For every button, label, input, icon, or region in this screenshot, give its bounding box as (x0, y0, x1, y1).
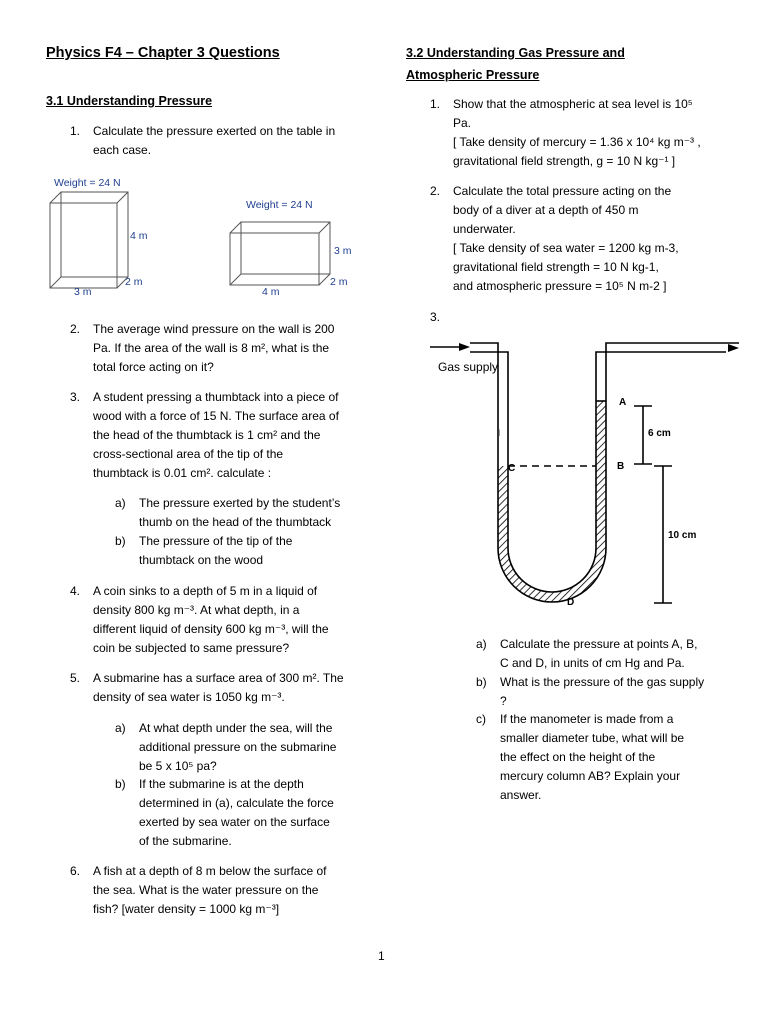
sub-label: a) (115, 721, 126, 735)
box-a-weight: Weight = 24 N (54, 177, 121, 189)
sub-label: c) (476, 712, 486, 726)
question-1-2: 2. The average wind pressure on the wall is 200 Pa. If the area of the wall is 8 m², what is the total force acting on it? (70, 322, 335, 374)
question-number: 3. (70, 390, 81, 404)
box-b-depth: 2 m (330, 276, 348, 288)
sub-label: a) (476, 637, 487, 651)
gas-supply-label: Gas supply (438, 360, 499, 374)
section-3-1-title: 3.1 Understanding Pressure (46, 94, 213, 108)
point-d-label: D (567, 597, 575, 608)
box-b-height: 3 m (334, 245, 352, 257)
sub-label: b) (115, 534, 126, 548)
question-2-3c: c) If the manometer is made from a smaller diameter tube, what will be the effect on the height of the mercury column AB? Explain your answer. (476, 712, 685, 802)
box-drawings (0, 180, 384, 300)
question-2-3a: a) Calculate the pressure at points A, B, C and D, in units of cm Hg and Pa. (476, 637, 698, 670)
document-title: Physics F4 – Chapter 3 Questions (46, 45, 280, 61)
box-a-width: 3 m (74, 286, 92, 298)
question-2-2: 2. Calculate the total pressure acting on the body of a diver at a depth of 450 m underwater. [ Take density of sea water = 1200 kg m-3, gravitational field strength = 10 N kg-1, and atmospheric pressure = 10⁵ N m-2 ] (430, 184, 679, 293)
question-2-3-number: 3. (430, 310, 441, 324)
question-number: 2. (70, 322, 81, 336)
point-a-label: A (619, 397, 627, 408)
manometer-drawing (384, 330, 768, 630)
box-a-depth: 2 m (125, 276, 143, 288)
question-1-1: 1. Calculate the pressure exerted on the table in each case. (70, 124, 336, 157)
stray-mark: I (498, 428, 501, 438)
dimension-10cm: 10 cm (668, 530, 697, 541)
box-a-height: 4 m (130, 230, 148, 242)
section-3-2-title: 3.2 Understanding Gas Pressure and Atmospheric Pressure (406, 46, 625, 82)
question-1-5a: a) At what depth under the sea, will the additional pressure on the submarine be 5 x 10⁵ pa? (115, 721, 337, 773)
sub-label: b) (476, 675, 487, 689)
question-number: 1. (430, 97, 441, 111)
box-b-weight: Weight = 24 N (246, 199, 313, 211)
question-1-3: 3. A student pressing a thumbtack into a piece of wood with a force of 15 N. The surface area of the head of the thumbtack is 1 cm² and the cross-sectional area of the tip of the thumbtack is 0.01 cm². calculate : (70, 390, 339, 480)
question-1-6: 6. A fish at a depth of 8 m below the surface of the sea. What is the water pressure on the fish? [water density = 1000 kg m⁻³] (70, 864, 327, 916)
question-number: 5. (70, 671, 81, 685)
question-2-1: 1. Show that the atmospheric at sea level is 10⁵ Pa. [ Take density of mercury = 1.36 x 10⁴ kg m⁻³ , gravitational field strength, g = 10 N kg⁻¹ ] (430, 97, 701, 168)
box-b-width: 4 m (262, 286, 280, 298)
question-1-3a: a) The pressure exerted by the student’s thumb on the head of the thumbtack (115, 496, 341, 529)
point-c-label: C (508, 463, 516, 474)
question-1-5b: b) If the submarine is at the depth determined in (a), calculate the force exerted by sea water on the surface of the submarine. (115, 777, 334, 848)
page-number: 1 (378, 949, 385, 963)
question-2-3b: b) What is the pressure of the gas supply ? (476, 675, 705, 708)
question-1-4: 4. A coin sinks to a depth of 5 m in a liquid of density 800 kg m⁻³. At what depth, in a different liquid of density 600 kg m⁻³, will the coin be subjected to same pressure? (70, 584, 329, 655)
question-number: 2. (430, 184, 441, 198)
question-number: 1. (70, 124, 81, 138)
question-1-5: 5. A submarine has a surface area of 300 m². The density of sea water is 1050 kg m⁻³. (70, 671, 344, 704)
sub-label: a) (115, 496, 126, 510)
dimension-6cm: 6 cm (648, 428, 671, 439)
question-1-3b: b) The pressure of the tip of the thumbtack on the wood (115, 534, 293, 567)
question-number: 6. (70, 864, 81, 878)
point-b-label: B (617, 461, 625, 472)
sub-label: b) (115, 777, 126, 791)
question-number: 4. (70, 584, 81, 598)
